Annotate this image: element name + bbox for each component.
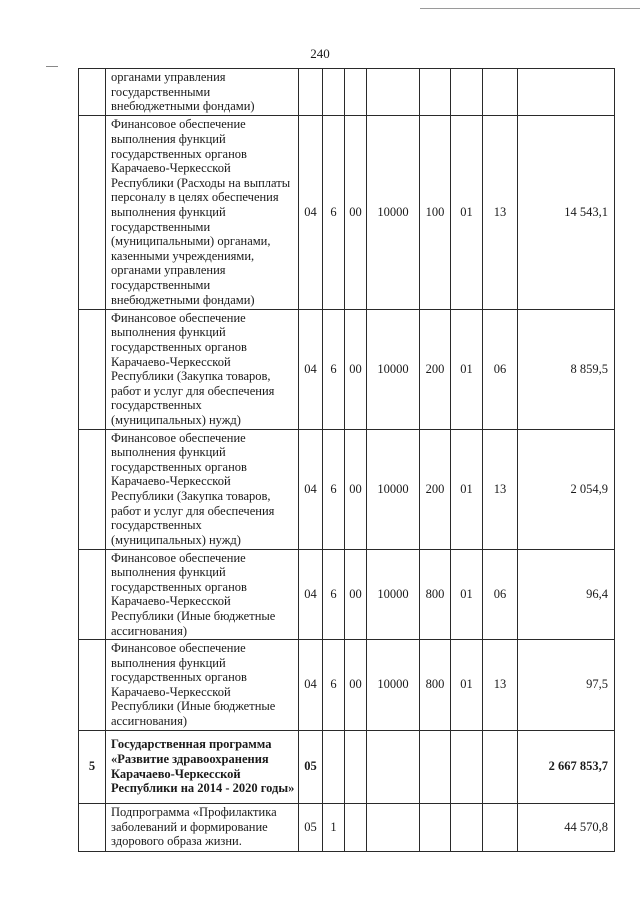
cell-c5 xyxy=(420,803,451,851)
cell-c4: 10000 xyxy=(367,429,420,549)
cell-c7 xyxy=(483,730,518,803)
budget-table xyxy=(78,68,615,852)
cell-num xyxy=(79,309,106,429)
cell-c3: 00 xyxy=(345,549,367,640)
cell-c7: 13 xyxy=(483,115,518,309)
cell-c3: 00 xyxy=(345,640,367,731)
cell-num: 5 xyxy=(79,730,106,803)
cell-amount: 2 667 853,7 xyxy=(518,730,615,803)
table-row xyxy=(79,115,615,309)
cell-c2: 6 xyxy=(323,429,345,549)
cell-desc: Подпрограмма «Профилактика заболеваний и формирование здорового образа жизни. xyxy=(106,803,299,851)
table-row xyxy=(79,803,615,851)
cell-c3: 00 xyxy=(345,115,367,309)
cell-num xyxy=(79,115,106,309)
cell-amount: 96,4 xyxy=(518,549,615,640)
page-number: 240 xyxy=(310,46,330,61)
cell-num xyxy=(79,69,106,116)
cell-c2: 6 xyxy=(323,549,345,640)
cell-amount: 8 859,5 xyxy=(518,309,615,429)
cell-c1: 05 xyxy=(299,730,323,803)
cell-c7: 06 xyxy=(483,309,518,429)
cell-c5 xyxy=(420,69,451,116)
cell-c1: 04 xyxy=(299,429,323,549)
table-row xyxy=(79,69,615,116)
cell-c6: 01 xyxy=(451,115,483,309)
cell-amount: 97,5 xyxy=(518,640,615,731)
cell-desc: Финансовое обеспечение выполнения функций государственных органов Карачаево-Черкесской Республики (Закупка товаров, работ и услуг для обеспечения государственных (муниципальных) нужд) xyxy=(106,309,299,429)
cell-num xyxy=(79,640,106,731)
cell-c4: 10000 xyxy=(367,115,420,309)
top-rule xyxy=(420,8,640,9)
cell-c2: 1 xyxy=(323,803,345,851)
cell-c1: 05 xyxy=(299,803,323,851)
cell-c2 xyxy=(323,69,345,116)
cell-c3 xyxy=(345,69,367,116)
cell-c1: 04 xyxy=(299,549,323,640)
cell-c6: 01 xyxy=(451,640,483,731)
cell-c1 xyxy=(299,69,323,116)
cell-c5: 100 xyxy=(420,115,451,309)
cell-c7 xyxy=(483,803,518,851)
cell-amount: 2 054,9 xyxy=(518,429,615,549)
cell-c6: 01 xyxy=(451,549,483,640)
cell-c5: 200 xyxy=(420,309,451,429)
cell-c1: 04 xyxy=(299,309,323,429)
table-body xyxy=(79,69,615,852)
cell-num xyxy=(79,549,106,640)
cell-c3: 00 xyxy=(345,429,367,549)
cell-c4: 10000 xyxy=(367,640,420,731)
table-row xyxy=(79,309,615,429)
cell-c2: 6 xyxy=(323,115,345,309)
table-row xyxy=(79,640,615,731)
cell-num xyxy=(79,429,106,549)
cell-c5: 200 xyxy=(420,429,451,549)
cell-c1: 04 xyxy=(299,115,323,309)
cell-c5: 800 xyxy=(420,549,451,640)
cell-c7: 06 xyxy=(483,549,518,640)
margin-mark xyxy=(46,66,58,67)
cell-c2: 6 xyxy=(323,640,345,731)
cell-c5 xyxy=(420,730,451,803)
cell-desc: Финансовое обеспечение выполнения функций государственных органов Карачаево-Черкесской Республики (Иные бюджетные ассигнования) xyxy=(106,640,299,731)
cell-c4: 10000 xyxy=(367,549,420,640)
cell-c7: 13 xyxy=(483,429,518,549)
cell-c6 xyxy=(451,803,483,851)
cell-c6: 01 xyxy=(451,429,483,549)
cell-c5: 800 xyxy=(420,640,451,731)
cell-c3: 00 xyxy=(345,309,367,429)
table-row xyxy=(79,429,615,549)
cell-c4 xyxy=(367,803,420,851)
cell-c4 xyxy=(367,69,420,116)
cell-num xyxy=(79,803,106,851)
cell-c2: 6 xyxy=(323,309,345,429)
cell-c6 xyxy=(451,69,483,116)
cell-c3 xyxy=(345,730,367,803)
table-row xyxy=(79,549,615,640)
cell-amount: 14 543,1 xyxy=(518,115,615,309)
cell-c7: 13 xyxy=(483,640,518,731)
cell-amount: 44 570,8 xyxy=(518,803,615,851)
cell-desc: Финансовое обеспечение выполнения функций государственных органов Карачаево-Черкесской Республики (Закупка товаров, работ и услуг для обеспечения государственных (муниципальных) нужд) xyxy=(106,429,299,549)
cell-desc: органами управления государственными внебюджетными фондами) xyxy=(106,69,299,116)
cell-c1: 04 xyxy=(299,640,323,731)
cell-c3 xyxy=(345,803,367,851)
cell-c4: 10000 xyxy=(367,309,420,429)
cell-desc: Финансовое обеспечение выполнения функций государственных органов Карачаево-Черкесской Республики (Иные бюджетные ассигнования) xyxy=(106,549,299,640)
cell-desc: Финансовое обеспечение выполнения функций государственных органов Карачаево-Черкесской Республики (Расходы на выплаты персоналу в целях обеспечения выполнения функций государственными (муниципальными) органами, казенными учреждениями, органами управления государственными внебюджетными фондами) xyxy=(106,115,299,309)
cell-c6: 01 xyxy=(451,309,483,429)
cell-desc: Государственная программа «Развитие здравоохранения Карачаево-Черкесской Республики на 2014 - 2020 годы» xyxy=(106,730,299,803)
cell-c4 xyxy=(367,730,420,803)
cell-c2 xyxy=(323,730,345,803)
cell-amount xyxy=(518,69,615,116)
cell-c6 xyxy=(451,730,483,803)
cell-c7 xyxy=(483,69,518,116)
table-row xyxy=(79,730,615,803)
